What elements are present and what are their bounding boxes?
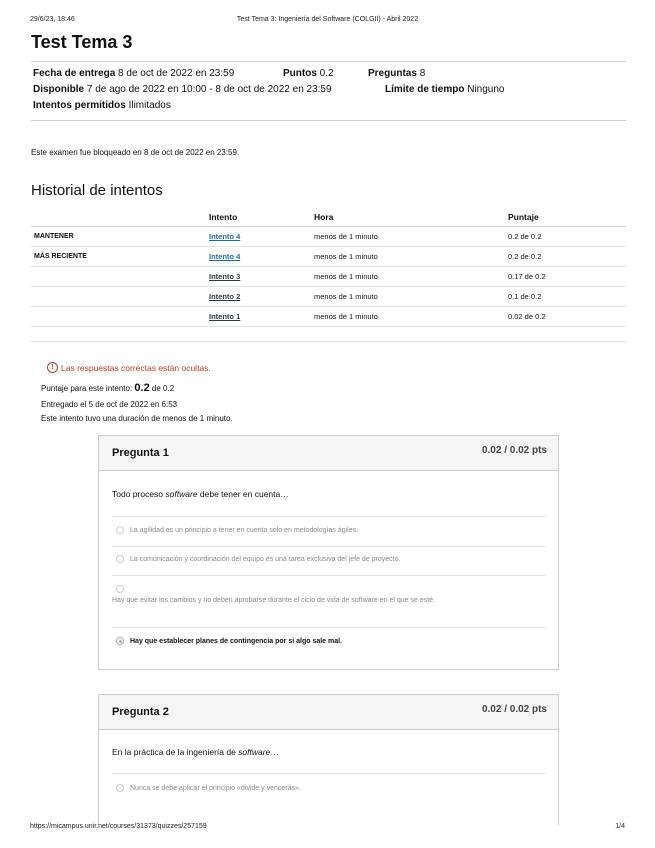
time-limit-value: Ninguno xyxy=(467,84,505,95)
attempt-history-table xyxy=(31,208,626,327)
radio-icon[interactable] xyxy=(116,585,124,593)
radio-selected-icon[interactable] xyxy=(116,637,124,645)
due-label: Fecha de entrega xyxy=(33,68,116,79)
divider xyxy=(112,546,545,547)
warning-icon: ! xyxy=(47,362,58,373)
question-text-emphasis: software xyxy=(165,489,198,499)
hidden-answers-warning xyxy=(47,362,211,373)
attempt-score: 0.17 de 0.2 xyxy=(508,267,626,287)
available-value: 7 de ago de 2022 en 10:00 - 8 de oct de 2022 en 23:59 xyxy=(86,84,332,95)
attempt-time: menos de 1 minuto xyxy=(314,307,508,327)
row-label xyxy=(31,287,209,307)
attempt-link[interactable]: Intento 3 xyxy=(209,272,241,281)
questions-value: 8 xyxy=(419,68,426,79)
attempt-link[interactable]: Intento 4 xyxy=(209,232,241,241)
divider xyxy=(31,341,626,342)
score-prefix: Puntaje para este intento: xyxy=(41,384,135,393)
attempts-allowed-label: Intentos permitidos xyxy=(33,100,126,111)
score-value: 0.2 xyxy=(134,382,150,394)
question-text-part: Todo proceso xyxy=(112,489,166,499)
score-suffix: de 0.2 xyxy=(149,384,175,393)
available-label: Disponible xyxy=(33,84,85,95)
radio-icon[interactable] xyxy=(116,555,124,563)
question-header xyxy=(99,436,558,471)
answer-option[interactable] xyxy=(116,784,301,792)
points-label: Puntos xyxy=(283,68,317,79)
history-heading: Historial de intentos xyxy=(31,182,163,199)
divider xyxy=(31,61,626,62)
due-value: 8 de oct de 2022 en 23:59 xyxy=(118,68,235,79)
question-text-part: En la práctica de la ingeniería de xyxy=(112,747,239,757)
table-row xyxy=(31,227,626,247)
column-header-attempt: Intento xyxy=(209,208,314,227)
question-text xyxy=(112,489,289,499)
table-row xyxy=(31,287,626,307)
radio-icon[interactable] xyxy=(116,784,124,792)
answer-text: La agilidad es un principio a tener en cuenta solo en metodologías ágiles. xyxy=(130,526,359,534)
question-text-emphasis: software xyxy=(238,747,271,757)
answer-text: Hay que evitar los cambios y no deben aprobarse durante el ciclo de vida de software en el que se esté. xyxy=(112,597,435,604)
attempt-score: 0.2 de 0.2 xyxy=(508,247,626,267)
column-header-time: Hora xyxy=(314,208,508,227)
question-text-part: debe tener en cuenta… xyxy=(197,489,289,499)
attempt-time: menos de 1 minuto xyxy=(314,287,508,307)
page-title: Test Tema 3 xyxy=(31,32,133,52)
points-value: 0.2 xyxy=(319,68,334,79)
answer-text: Hay que establecer planes de contingencia por si algo sale mal. xyxy=(130,637,343,645)
answer-option[interactable] xyxy=(116,555,400,563)
attempt-link[interactable]: Intento 1 xyxy=(209,312,241,321)
answer-option-selected[interactable] xyxy=(116,637,342,645)
attempts-allowed-value: Ilimitados xyxy=(128,100,171,111)
print-datetime: 29/6/23, 18:46 xyxy=(30,16,75,23)
row-label: MÁS RECIENTE xyxy=(31,247,209,267)
question-text xyxy=(112,747,279,757)
answer-option[interactable] xyxy=(116,585,130,593)
question-points: 0.02 / 0.02 pts xyxy=(481,445,547,456)
question-header xyxy=(99,695,558,730)
question-text-part: … xyxy=(270,747,279,757)
row-label xyxy=(31,267,209,287)
attempt-time: menos de 1 minuto xyxy=(314,247,508,267)
duration-line: Este intento tuvo una duración de menos de 1 minuto. xyxy=(41,414,233,423)
attempt-time: menos de 1 minuto xyxy=(314,267,508,287)
time-limit-label: Límite de tiempo xyxy=(385,84,465,95)
print-page-number: 1/4 xyxy=(615,823,625,830)
attempt-score: 0.2 de 0.2 xyxy=(508,227,626,247)
attempt-score: 0.02 de 0.2 xyxy=(508,307,626,327)
quiz-details-row-3 xyxy=(33,99,171,113)
answer-option[interactable] xyxy=(116,526,358,534)
locked-notice: Este examen fue bloqueado en 8 de oct de 2022 en 23:59. xyxy=(31,148,240,157)
table-row xyxy=(31,247,626,267)
attempt-score-line xyxy=(41,382,174,394)
submitted-line: Entregado el 5 de oct de 2022 en 6:53 xyxy=(41,400,178,409)
questions-label: Preguntas xyxy=(368,68,417,79)
answer-text-wrapped xyxy=(112,597,435,604)
radio-icon[interactable] xyxy=(116,526,124,534)
print-url: https://micampus.unir.net/courses/31373/quizzes/257159 xyxy=(30,823,207,830)
question-card xyxy=(98,435,559,670)
question-card xyxy=(98,694,559,825)
question-title: Pregunta 2 xyxy=(112,706,169,718)
answer-text: La comunicación y coordinación del equipo es una tarea exclusiva del jefe de proyecto. xyxy=(130,555,401,563)
column-header-score: Puntaje xyxy=(508,208,626,227)
question-title: Pregunta 1 xyxy=(112,447,169,459)
print-page-title: Test Tema 3: Ingeniería del Software (COLGII) - Abril 2022 xyxy=(236,16,419,23)
table-header-row xyxy=(31,208,626,227)
attempt-score: 0.1 de 0.2 xyxy=(508,287,626,307)
table-row xyxy=(31,307,626,327)
quiz-details-row-1 xyxy=(33,67,425,81)
question-points: 0.02 / 0.02 pts xyxy=(481,704,547,715)
answer-text: Nunca se debe aplicar el principio «divide y vencerás». xyxy=(130,784,301,792)
quiz-details-row-2 xyxy=(33,83,505,97)
divider xyxy=(112,516,545,517)
divider xyxy=(112,773,545,774)
divider xyxy=(112,575,545,576)
warning-text: Las respuestas correctas están ocultas. xyxy=(61,362,211,373)
column-header-label xyxy=(31,208,209,227)
divider xyxy=(112,627,545,628)
row-label xyxy=(31,307,209,327)
row-label: MANTENER xyxy=(31,227,209,247)
attempt-link[interactable]: Intento 2 xyxy=(209,292,241,301)
divider xyxy=(31,120,626,121)
attempt-link[interactable]: Intento 4 xyxy=(209,252,241,261)
table-row xyxy=(31,267,626,287)
attempt-time: menos de 1 minuto xyxy=(314,227,508,247)
